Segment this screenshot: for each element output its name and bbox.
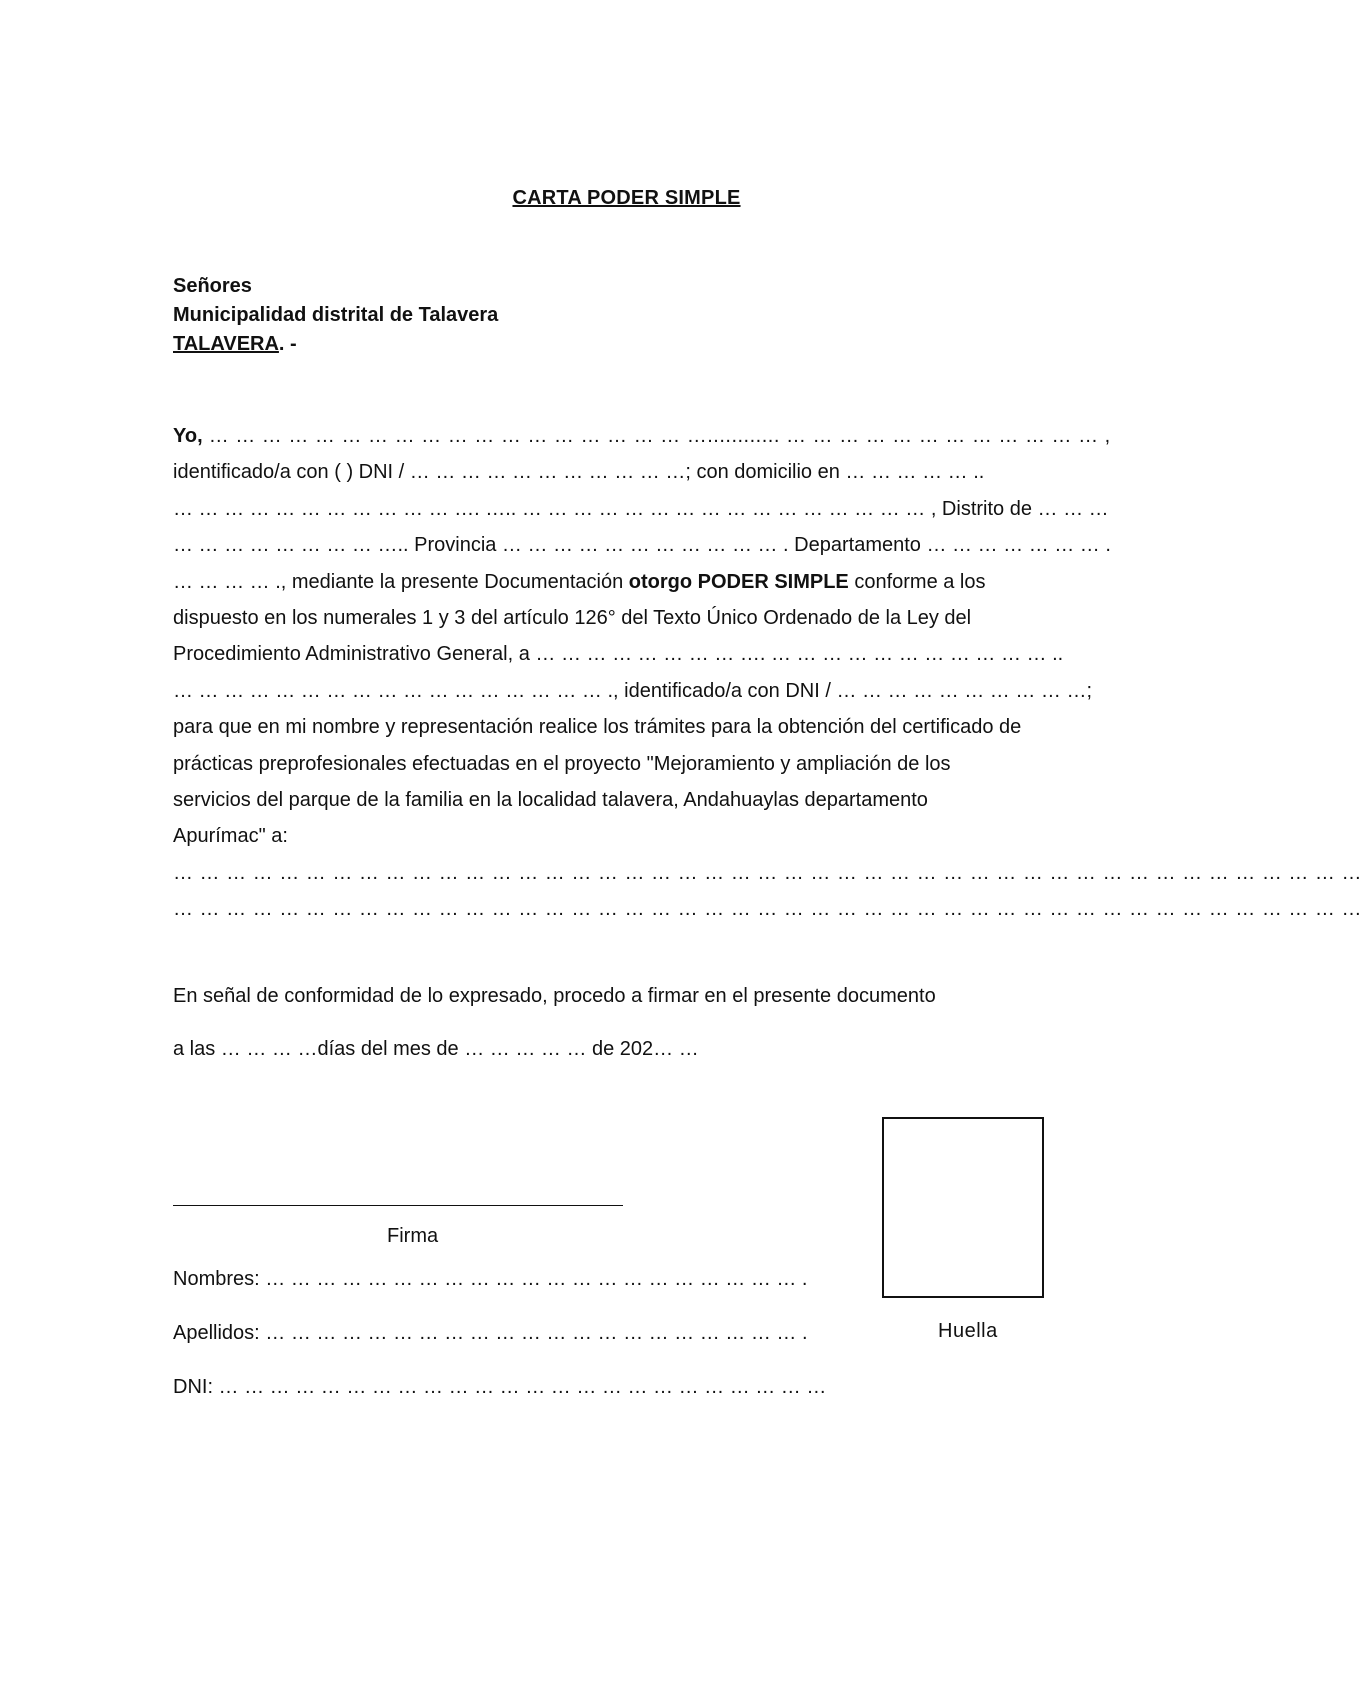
body-line-5-start: … … … … ., mediante la presente Documentación <box>173 570 629 593</box>
body-line-2: identificado/a con ( ) DNI / … … … … … … … … … … …; con domicilio en … … … … … .. <box>173 461 985 484</box>
body-blank-line-1: … … … … … … … … … … … … … … … … … … … … … … … … … … … … … … … … … … … … … … … … … … … … … <box>173 861 1362 884</box>
dni-field: DNI: … … … … … … … … … … … … … … … … … … … … … … … … <box>173 1376 827 1398</box>
conformity-statement: En señal de conformidad de lo expresado, procedo a firmar en el presente documento <box>173 985 936 1007</box>
body-yo: Yo, <box>173 425 203 447</box>
apellidos-field: Apellidos: … … … … … … … … … … … … … … … … … … … … … . <box>173 1322 808 1344</box>
date-line: a las … … … …días del mes de … … … … … de 202… … <box>173 1038 699 1060</box>
letter-body <box>173 418 1362 927</box>
body-poder-simple: otorgo PODER SIMPLE <box>628 570 849 593</box>
body-line-8: … … … … … … … … … … … … … … … … … ., identificado/a con DNI / … … … … … … … … … …; <box>173 679 1093 702</box>
body-line-7: Procedimiento Administrativo General, a … … … … … … … … …. … … … … … … … … … … … .. <box>173 643 1064 666</box>
addressee-city: TALAVERA <box>173 333 279 355</box>
signature-line <box>173 1205 623 1206</box>
body-blank-line-2: … … … … … … … … … … … … … … … … … … … … … … … … … … … … … … … … … … … … … … … … … … … … … <box>173 898 1362 921</box>
addressee-institution: Municipalidad distrital de Talavera <box>173 304 499 326</box>
body-line-10: prácticas preprofesionales efectuadas en el proyecto "Mejoramiento y ampliación de los <box>173 752 951 775</box>
body-line-6: dispuesto en los numerales 1 y 3 del artículo 126° del Texto Único Ordenado de la Ley del <box>173 606 972 629</box>
body-line-5-end: conforme a los <box>848 570 986 593</box>
body-line-3: … … … … … … … … … … … …. ….. … … … … … … … … … … … … … … … … , Distrito de … … … <box>173 497 1109 520</box>
addressee-block <box>173 272 498 359</box>
addressee-greeting: Señores <box>173 275 252 297</box>
body-line-9: para que en mi nombre y representación realice los trámites para la obtención del certificado de <box>173 716 1022 739</box>
body-line-1 <box>173 418 1111 454</box>
body-line-11: servicios del parque de la familia en la localidad talavera, Andahuaylas departamento <box>173 788 928 811</box>
body-line-12: Apurímac" a: <box>173 825 288 848</box>
addressee-city-line <box>173 330 498 359</box>
document-title: CARTA PODER SIMPLE <box>512 187 741 209</box>
nombres-field: Nombres: … … … … … … … … … … … … … … … … … … … … … . <box>173 1268 808 1290</box>
body-name-blank: … … … … … … … … … … … … … … … … … … …............ … … … … … … … … … … … … , <box>202 425 1111 447</box>
addressee-city-suffix: . - <box>278 333 297 355</box>
signature-label: Firma <box>387 1225 439 1247</box>
fingerprint-label: Huella <box>938 1320 998 1342</box>
fingerprint-box <box>882 1117 1044 1298</box>
body-line-5 <box>173 564 1093 600</box>
body-line-4: … … … … … … … … ….. Provincia … … … … … … … … … … … . Departamento … … … … … … … . <box>173 534 1111 557</box>
